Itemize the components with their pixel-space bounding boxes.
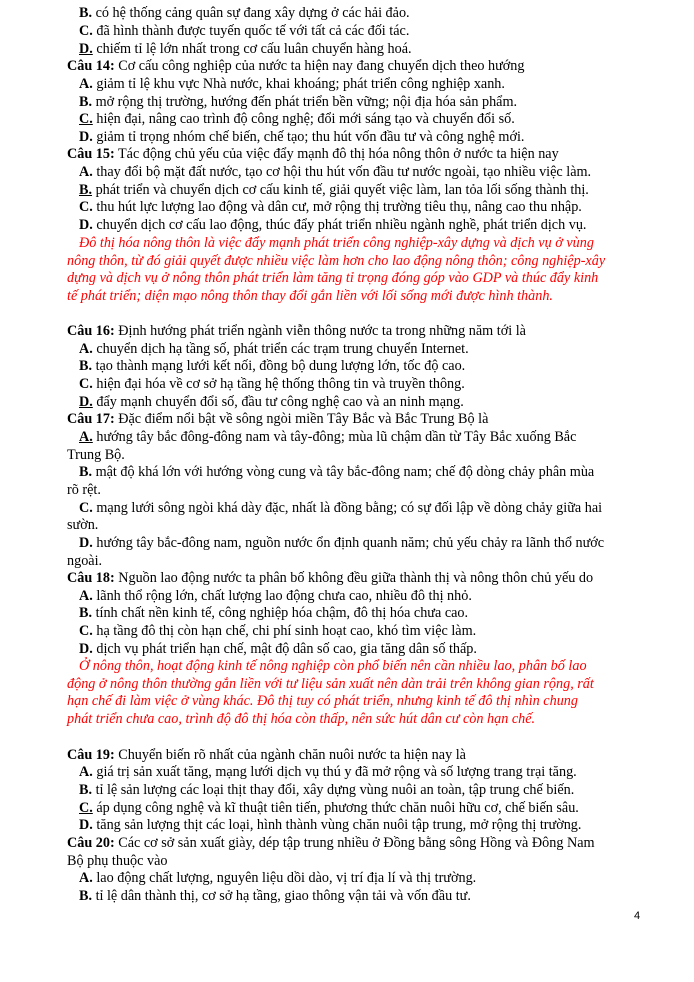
explanation-line: tế phát triển; diện mạo nông thôn thay đổi gắn liền với lối sống mới được hình thành. [67,287,553,304]
answer-option [79,164,591,181]
line-text: mật độ khá lớn với hướng vòng cung và tây bắc-đông nam; chế độ dòng chảy phân mùa [92,464,595,480]
line-text: hướng tây bắc đông-đông nam và tây-đông; mùa lũ chậm dần từ Tây Bắc xuống Bắc [92,429,577,445]
answer-option [79,888,471,905]
explanation-line: phát triển chưa cao, trình độ đô thị hóa còn thấp, nên sức hút dân cư còn hạn chế. [67,710,536,727]
question-stem [67,835,595,852]
line-text: tạo thành mạng lưới kết nối, đồng bộ dung lượng lớn, tốc độ cao. [92,358,466,374]
option-letter: B. [79,358,93,374]
answer-option [79,605,468,622]
page-number: 4 [634,910,641,922]
line-text: sườn. [67,517,99,533]
line-text: Bộ phụ thuộc vào [67,853,168,869]
line-text: ngoài. [67,553,103,569]
option-letter: D. [79,817,93,833]
line-text: chiếm tỉ lệ lớn nhất trong cơ cấu luân chuyển hàng hoá. [92,41,412,57]
answer-option [79,41,412,58]
option-letter: D. [79,129,93,145]
answer-option [79,429,576,446]
option-letter: A. [79,429,93,445]
answer-option [79,588,472,605]
line-text: Chuyển biến rõ nhất của ngành chăn nuôi nước ta hiện nay là [114,747,466,763]
answer-option [79,870,476,887]
line-text: hướng tây bắc-đông nam, nguồn nước ổn định quanh năm; chủ yếu chảy ra lãnh thổ nước [92,535,605,551]
question-stem [67,411,488,428]
question-stem [67,323,526,340]
answer-option [79,111,515,128]
option-letter: A. [79,764,93,780]
option-letter: C. [79,623,93,639]
answer-option [79,464,594,481]
answer-option [79,5,410,22]
line-text: tỉ lệ dân thành thị, cơ sở hạ tầng, giao thông vận tải và vốn đầu tư. [92,888,471,904]
question-label: Câu 14: [67,58,115,74]
answer-option [79,376,465,393]
question-stem [67,747,466,764]
answer-option [79,341,469,358]
line-text: Tác động chủ yếu của việc đẩy mạnh đô thị hóa nông thôn ở nước ta hiện nay [114,146,559,162]
explanation-line: Ở nông thôn, hoạt động kinh tế nông nghiệp còn phổ biến nên cần nhiều lao, phân bố lao [79,658,587,674]
option-letter: C. [79,376,93,392]
option-letter: B. [79,464,93,480]
line-text: chuyển dịch hạ tầng số, phát triển các trạm trung chuyển Internet. [92,341,469,357]
question-label: Câu 20: [67,835,115,851]
option-letter: A. [79,870,93,886]
explanation-line: dựng và dịch vụ ở nông thôn phát triển làm tăng tỉ trọng đóng góp vào GDP và thúc đẩy kinh [67,270,599,287]
wrapped-line [67,447,125,464]
option-letter: D. [79,41,93,57]
option-letter: C. [79,23,93,39]
question-label: Câu 18: [67,570,115,586]
option-letter: B. [79,782,93,798]
option-letter: B. [79,605,93,621]
option-letter: D. [79,535,93,551]
line-text: dịch vụ phát triển hạn chế, mật độ dân số cao, gia tăng dân số thấp. [92,641,477,657]
line-text: mở rộng thị trường, hướng đến phát triển bền vững; nội địa hóa sản phẩm. [92,94,518,110]
line-text: giá trị sản xuất tăng, mạng lưới dịch vụ thú y đã mở rộng và số lượng trang trại tăng. [92,764,577,780]
wrapped-line [67,553,102,570]
line-text: giảm tỉ trọng nhóm chế biến, chế tạo; thu hút vốn đầu tư và công nghệ mới. [92,129,525,145]
line-text: phát triển và chuyển dịch cơ cấu kinh tế, giải quyết việc làm, lan tỏa lối sống thành thị. [92,182,589,198]
line-text: có hệ thống cảng quân sự đang xây dựng ở các hải đảo. [92,5,410,21]
line-text: Trung Bộ. [67,447,125,463]
line-text: Đặc điểm nổi bật về sông ngòi miền Tây Bắc và Bắc Trung Bộ là [114,411,489,427]
answer-option [79,94,517,111]
option-letter: B. [79,182,93,198]
answer-option [79,641,477,658]
answer-option [79,535,604,552]
line-text: tăng sản lượng thịt các loại, hình thành vùng chăn nuôi tập trung, mở rộng thị trường. [92,817,582,833]
answer-option [79,817,581,834]
option-letter: D. [79,394,93,410]
option-letter: D. [79,641,93,657]
line-text: lãnh thổ rộng lớn, chất lượng lao động chưa cao, nhiều đô thị nhỏ. [92,588,472,604]
line-text: rõ rệt. [67,482,101,498]
explanation-line: hạn chế đi làm việc ở vùng khác. Đô thị tuy có phát triển, nhưng kinh tế đô thị nhìn chung [67,693,578,710]
line-text: Nguồn lao động nước ta phân bố không đều giữa thành thị và nông thôn chủ yếu do [114,570,594,586]
wrapped-line [67,482,101,499]
line-text: lao động chất lượng, nguyên liệu dồi dào, vị trí địa lí và thị trường. [92,870,477,886]
line-text: tỉ lệ sản lượng các loại thịt thay đổi, xây dựng vùng nuôi an toàn, tập trung chế biến. [92,782,575,798]
option-letter: A. [79,588,93,604]
line-text: thu hút lực lượng lao động và dân cư, mở rộng thị trường tiêu thụ, nâng cao thu nhập. [92,199,582,215]
answer-option [79,129,524,146]
line-text: Cơ cấu công nghiệp của nước ta hiện nay đang chuyển dịch theo hướng [114,58,525,74]
answer-option [79,76,505,93]
answer-option [79,764,577,781]
answer-option [79,182,589,199]
question-label: Câu 19: [67,747,115,763]
option-letter: D. [79,217,93,233]
explanation-line: Đô thị hóa nông thôn là việc đẩy mạnh phát triển công nghiệp-xây dựng và dịch vụ ở vùng [79,235,594,251]
line-text: hiện đại hóa về cơ sở hạ tầng hệ thống thông tin và truyền thông. [92,376,465,392]
explanation-line: động ở nông thôn thường gắn liền với tư liệu sản xuất nên dàn trải trên không gian rộng, rất [67,675,594,692]
line-text: Các cơ sở sản xuất giày, dép tập trung nhiều ở Đồng bằng sông Hồng và Đông Nam [114,835,595,851]
wrapped-line [67,517,98,534]
option-letter: C. [79,800,93,816]
line-text: tính chất nền kinh tế, công nghiệp hóa chậm, đô thị hóa chưa cao. [92,605,469,621]
question-label: Câu 17: [67,411,115,427]
option-letter: C. [79,199,93,215]
line-text: đã hình thành được tuyến quốc tế với tất cả các đối tác. [92,23,410,39]
question-stem [67,146,559,163]
answer-option [79,782,574,799]
line-text: thay đổi bộ mặt đất nước, tạo cơ hội thu hút vốn đầu tư nước ngoài, tạo nhiều việc làm. [92,164,592,180]
option-letter: B. [79,94,93,110]
answer-option [79,199,582,216]
answer-option [79,217,586,234]
wrapped-line [67,853,167,870]
option-letter: B. [79,888,93,904]
line-text: Định hướng phát triển ngành viễn thông nước ta trong những năm tới là [114,323,526,339]
option-letter: C. [79,500,93,516]
option-letter: A. [79,164,93,180]
answer-option [79,800,579,817]
line-text: mạng lưới sông ngòi khá dày đặc, nhất là đồng bằng; có sự đối lập về dòng chảy giữa hai [92,500,603,516]
line-text: áp dụng công nghệ và kĩ thuật tiên tiến, phương thức chăn nuôi hữu cơ, chế biến sâu. [92,800,579,816]
question-label: Câu 15: [67,146,115,162]
answer-option [79,23,409,40]
option-letter: A. [79,76,93,92]
line-text: hạ tầng đô thị còn hạn chế, chi phí sinh hoạt cao, khó tìm việc làm. [92,623,477,639]
question-stem [67,570,593,587]
line-text: chuyển dịch cơ cấu lao động, thúc đẩy phát triển nhiều ngành nghề, phát triển dịch vụ. [92,217,587,233]
option-letter: C. [79,111,93,127]
answer-option [79,623,476,640]
answer-option [79,358,465,375]
answer-option [79,500,602,517]
line-text: đẩy mạnh chuyển đổi số, đầu tư công nghệ cao và an ninh mạng. [92,394,464,410]
explanation-line: nông thôn, từ đó giải quyết được nhiều việc làm hơn cho lao động nông thôn; công nghiệp-xây [67,252,606,269]
line-text: giảm tỉ lệ khu vực Nhà nước, khai khoáng; phát triển công nghiệp xanh. [92,76,505,92]
option-letter: B. [79,5,93,21]
question-label: Câu 16: [67,323,115,339]
line-text: hiện đại, nâng cao trình độ công nghệ; đổi mới sáng tạo và chuyển đổi số. [92,111,515,127]
question-stem [67,58,525,75]
option-letter: A. [79,341,93,357]
answer-option [79,394,464,411]
